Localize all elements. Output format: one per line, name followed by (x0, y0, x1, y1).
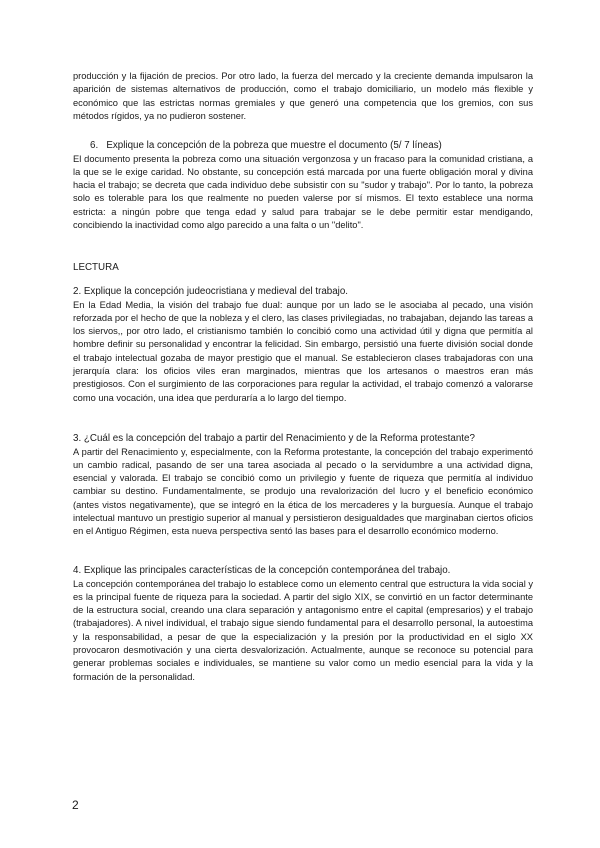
question-6-text: Explique la concepción de la pobreza que muestre el documento (5/ 7 líneas) (106, 140, 442, 151)
question-4-heading: 4. Explique las principales características de la concepción contemporánea del trabajo. (73, 565, 451, 576)
question-3-answer: A partir del Renacimiento y, especialmente, con la Reforma protestante, la concepción del trabajo experimentó un cambio radical, pasando de ser una tarea asociada al pecado o la servidumbre a una actividad digna, esencial y valorada. El trabajo se concibió como un privilegio y fuente de riqueza que permitía al individuo cambiar su destino. Fundamentalmente, se produjo una revalorización del lucro y el beneficio económico (antes vistos negativamente), que se integró en la ética de los mercaderes y la burguesía. Aunque el trabajo intelectual mantuvo un prestigio superior al manual y persistieron desigualdades que marginaban ciertos oficios en el Antiguo Régimen, esta nueva perspectiva sentó las bases para el desarrollo económico moderno. (73, 446, 533, 537)
question-4-answer: La concepción contemporánea del trabajo lo establece como un elemento central que estructura la vida social y es la principal fuente de riqueza para la sociedad. A partir del siglo XIX, se convirtió en un factor determinante de la estructura social, creando una clara separación y antagonismo entre el capital (empresarios) y el trabajo (trabajadores). A nivel individual, el trabajo sigue siendo fundamental para el desarrollo personal, la autoestima y la responsabilidad, a pesar de que la especialización y la presión por la productividad en el siglo XX provocaron desmotivación y una cierta desvalorización. Actualmente, aunque se reconoce su potencial para generar problemas sociales e individuales, se mantiene su valor como un medio esencial para la vida y la formación de la personalidad. (73, 578, 533, 682)
question-6-number: 6. (90, 140, 99, 151)
question-6-answer: El documento presenta la pobreza como una situación vergonzosa y un fracaso para la comunidad cristiana, a la que se le exige caridad. No obstante, su concepción está marcada por una fuerte obligación moral y divina hacia el trabajo; se decreta que cada individuo debe subsistir con su "sudor y trabajo". Por lo tanto, la pobreza solo es tolerable para los que realmente no pueden valerse por sí mismos. El texto establece una norma estricta: a ningún pobre que tenga edad y salud para trabajar se le debe permitir estar mendigando, concibiendo la inactividad como algo parecido a una falta o un "delito". (73, 153, 533, 230)
question-6-section (73, 139, 533, 232)
question-2-section (73, 285, 533, 405)
intro-paragraph: producción y la fijación de precios. Por otro lado, la fuerza del mercado y la creciente demanda impulsaron la aparición de sistemas alternativos de producción, como el trabajo domiciliario, un modelo más flexible y económico que las estrictas normas gremiales y que generó una competencia que los gremios, con sus métodos rígidos, ya no pudieron sostener. (73, 71, 533, 121)
page-number: 2 (72, 798, 79, 812)
question-3-heading: 3. ¿Cuál es la concepción del trabajo a partir del Renacimiento y de la Reforma protestante? (73, 433, 475, 444)
question-3-section (73, 432, 533, 539)
section-heading-block (73, 261, 533, 275)
question-6-heading (73, 139, 533, 153)
question-2-answer: En la Edad Media, la visión del trabajo fue dual: aunque por un lado se le asociaba al pecado, una visión reforzada por el hecho de que la nobleza y el clero, las clases privilegiadas, no trabajaban, dejando las tareas a los siervos,, por otro lado, el cristianismo también lo concibió como una actividad útil y digna que permitía al hombre definir su personalidad y encontrar la felicidad. Sin embargo, persistió una fuerte división social donde el trabajo intelectual gozaba de mayor prestigio que el manual. Se establecieron clases trabajadoras con una jerarquía clara: los oficios viles eran marginados, mientras que los artesanos o maestros eran más prestigiosos. Con el surgimiento de las corporaciones para regular la actividad, el trabajo comenzó a valorarse como una vocación, una idea que perduraría a lo largo del tiempo. (73, 299, 533, 403)
intro-section (73, 70, 533, 123)
question-2-heading: 2. Explique la concepción judeocristiana y medieval del trabajo. (73, 286, 349, 297)
question-4-section (73, 564, 533, 684)
section-heading: LECTURA (73, 262, 119, 273)
